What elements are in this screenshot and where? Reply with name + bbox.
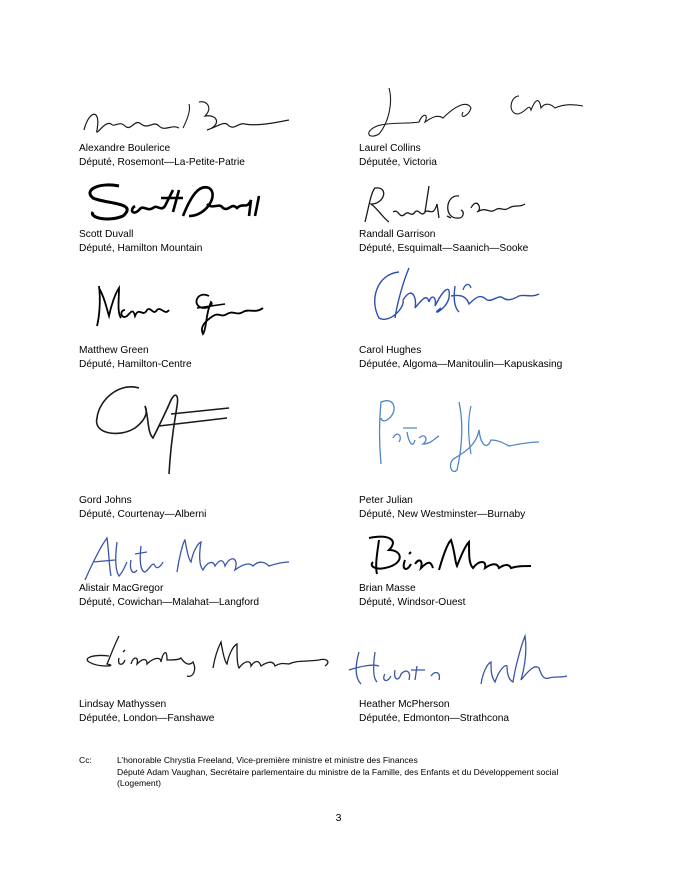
signatory-riding: Députée, Edmonton—Strathcona [359,713,510,724]
signatory-name: Peter Julian [359,495,413,506]
cc-line: Député Adam Vaughan, Secrétaire parlementaire du ministre de la Famille, des Enfants et du Développement social [117,766,559,777]
signatory-riding: Député, Courtenay—Alberni [79,509,207,520]
signature-image [79,378,279,478]
signature-image [359,530,539,582]
signatory-riding: Député, Hamilton-Centre [79,359,192,370]
signature-image [79,90,294,142]
signatory-name: Laurel Collins [359,143,421,154]
signatory-riding: Député, Rosemont—La-Petite-Patrie [79,157,245,168]
signature-image [345,626,575,692]
signatory-riding: Député, Cowichan—Malahat—Langford [79,597,260,608]
cc-label: Cc: [79,755,92,765]
signatory-name: Lindsay Mathyssen [79,699,167,710]
signatory-name: Gord Johns [79,495,132,506]
cc-line: (Logement) [117,778,161,788]
signatory-name: Alistair MacGregor [79,583,164,594]
signature-image [79,276,279,346]
signature-image [359,182,529,228]
signatory-name: Alexandre Boulerice [79,143,171,154]
signatory-name: Matthew Green [79,345,149,356]
signature-image [359,82,589,142]
signature-image [79,176,279,224]
signature-image [359,260,559,330]
signatory-name: Brian Masse [359,583,416,594]
signatory-riding: Député, Esquimalt—Saanich—Sooke [359,243,529,254]
signature-image [79,532,294,584]
page-number: 3 [335,812,342,824]
signatory-riding: Député, Hamilton Mountain [79,243,203,254]
cc-recipients [117,755,637,790]
signatory-riding: Députée, Algoma—Manitoulin—Kapuskasing [359,359,563,370]
signatory-name: Randall Garrison [359,229,436,240]
signatory-riding: Députée, Victoria [359,157,437,168]
signatory-riding: Député, New Westminster—Burnaby [359,509,526,520]
signature-image [359,392,559,476]
signatory-name: Carol Hughes [359,345,422,356]
signatory-riding: Député, Windsor-Ouest [359,597,466,608]
signatory-name: Heather McPherson [359,699,450,710]
cc-line: L’honorable Chrystia Freeland, Vice-première ministre et ministre des Finances [117,755,418,765]
signatory-riding: Députée, London—Fanshawe [79,713,215,724]
signature-image [79,630,339,680]
signatory-name: Scott Duvall [79,229,134,240]
